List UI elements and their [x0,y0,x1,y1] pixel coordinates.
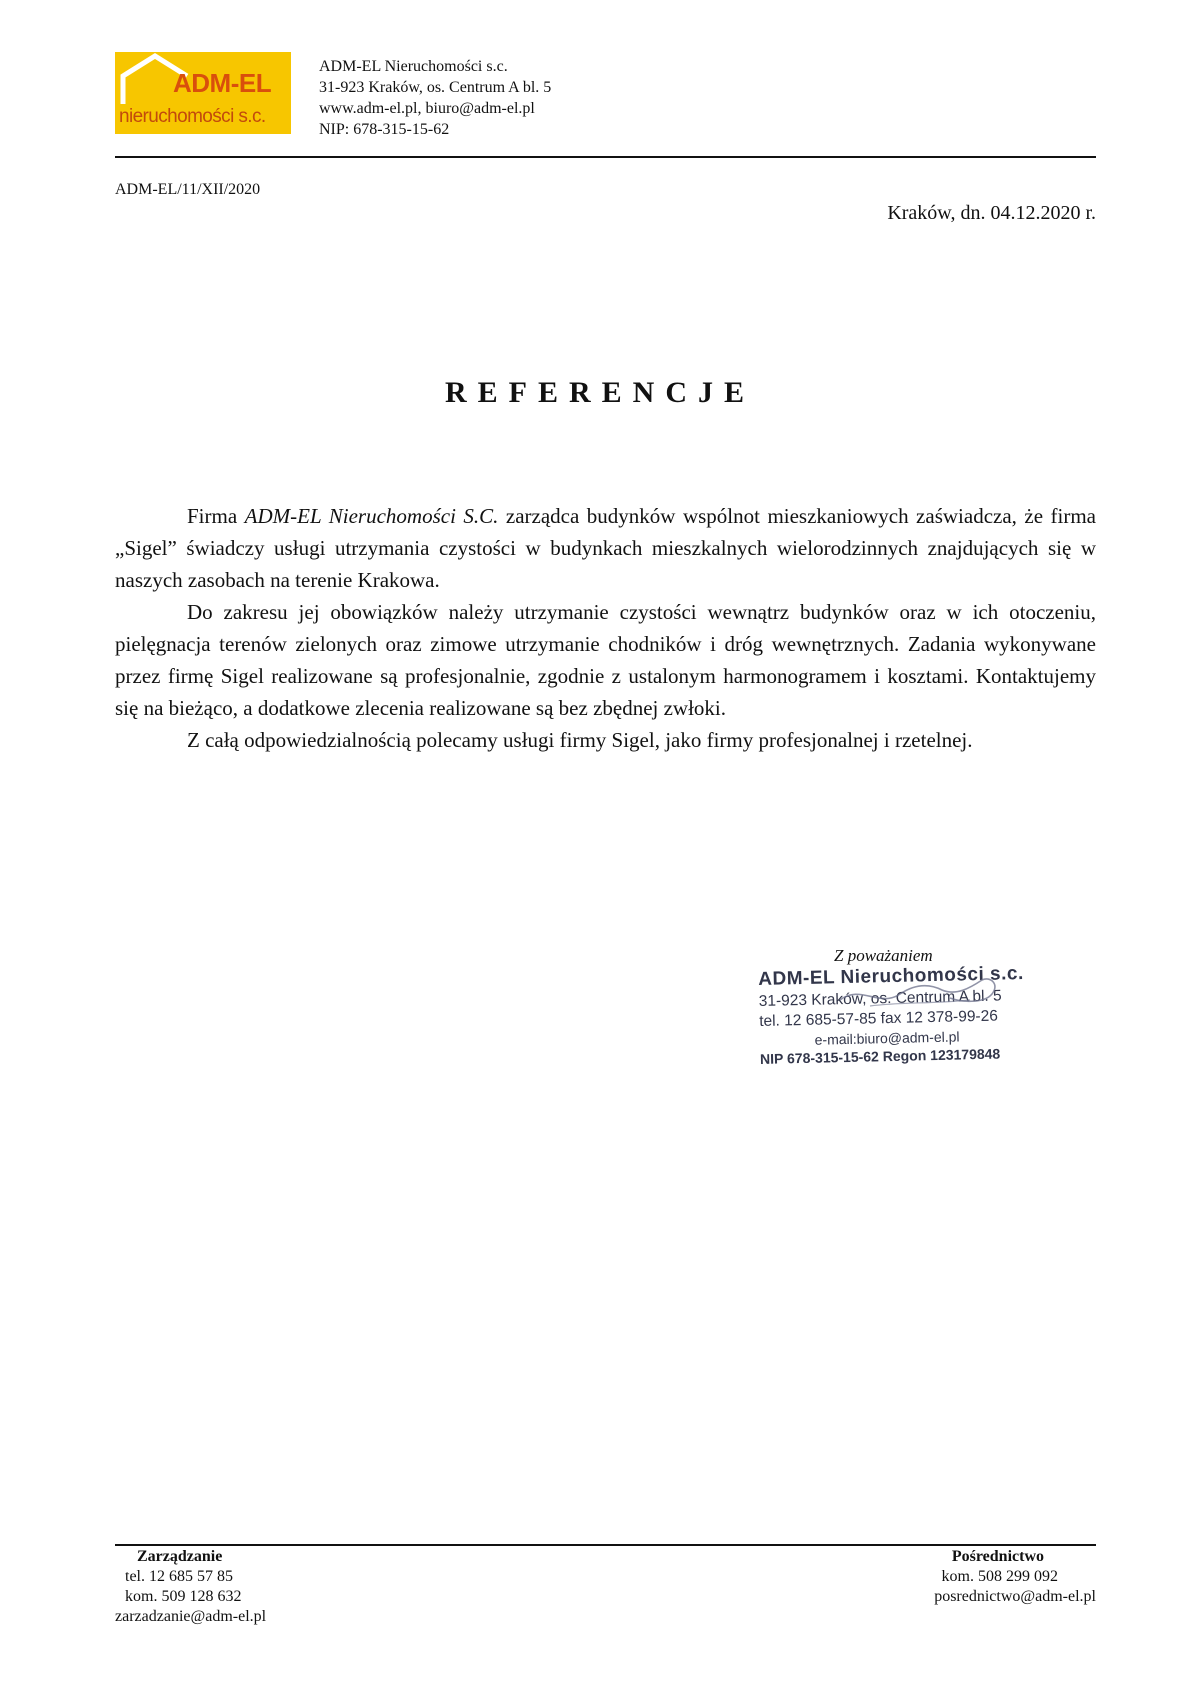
company-name: ADM-EL Nieruchomości s.c. [319,58,508,75]
footer-brokerage-kom: kom. 508 299 092 [941,1568,1058,1585]
letter-date: Kraków, dn. 04.12.2020 r. [887,202,1096,224]
letter-body [115,500,1096,756]
stamp-line-4: e-mail:biuro@adm-el.pl [814,1028,960,1048]
header-divider [115,156,1096,158]
company-header [319,56,551,140]
closing-phrase: Z poważaniem [834,946,933,965]
logo-brand: ADM-EL [173,68,272,98]
company-logo [115,52,291,134]
paragraph-1 [115,500,1096,596]
paragraph-1-lead: Firma [187,504,245,528]
footer-brokerage-title: Pośrednictwo [951,1548,1044,1565]
stamp-line-3: tel. 12 685-57-85 fax 12 378-99-26 [759,1007,999,1030]
stamp-line-2: 31-923 Kraków, os. Centrum A bl. 5 [758,987,1002,1010]
footer-management-email: zarzadzanie@adm-el.pl [115,1608,267,1625]
stamp-line-1: ADM-EL Nieruchomości s.c. [758,962,1024,990]
footer-management-tel: tel. 12 685 57 85 [125,1568,233,1585]
paragraph-2: Do zakresu jej obowiązków należy utrzymanie czystości wewnątrz budynków oraz w ich otoczeniu, pielęgnacja terenów zielonych oraz zimowe utrzymanie chodników i dróg wewnętrznych. Zadania wykonywane przez firmę Sigel realizowane są profesjonalnie, zgodnie z ustalonym harmonogramem i kosztami. Kontaktujemy się na bieżąco, a dodatkowe zlecenia realizowane są bez zbędnej zwłoki. [115,600,1096,720]
footer-management-title: Zarządzanie [137,1548,223,1565]
signature-scribble [830,964,1030,1024]
letter-title: REFERENCJE [444,376,756,409]
footer-brokerage-email: posrednictwo@adm-el.pl [934,1588,1096,1605]
paragraph-1-rest: zarządca budynków wspólnot mieszkaniowych zaświadcza, że firma „Sigel” świadczy usługi utrzymania czystości w budynkach mieszkalnych wielorodzinnych znajdujących się w naszych zasobach na terenie Krakowa. [115,504,1096,592]
logo-subtitle: nieruchomości s.c. [119,106,266,127]
company-address: 31-923 Kraków, os. Centrum A bl. 5 [319,79,552,96]
reference-number: ADM-EL/11/XII/2020 [115,181,261,198]
company-name-italic: ADM-EL Nieruchomości S.C. [244,504,499,528]
footer-divider [115,1544,1096,1546]
footer-management-kom: kom. 509 128 632 [125,1588,242,1605]
stamp-line-5: NIP 678-315-15-62 Regon 123179848 [759,1045,1001,1067]
footer-management [115,1547,266,1627]
company-contact: www.adm-el.pl, biuro@adm-el.pl [319,100,535,117]
footer-brokerage [934,1547,1096,1607]
paragraph-3: Z całą odpowiedzialnością polecamy usługi firmy Sigel, jako firmy profesjonalnej i rzetelnej. [187,728,973,752]
company-nip: NIP: 678-315-15-62 [319,121,450,138]
